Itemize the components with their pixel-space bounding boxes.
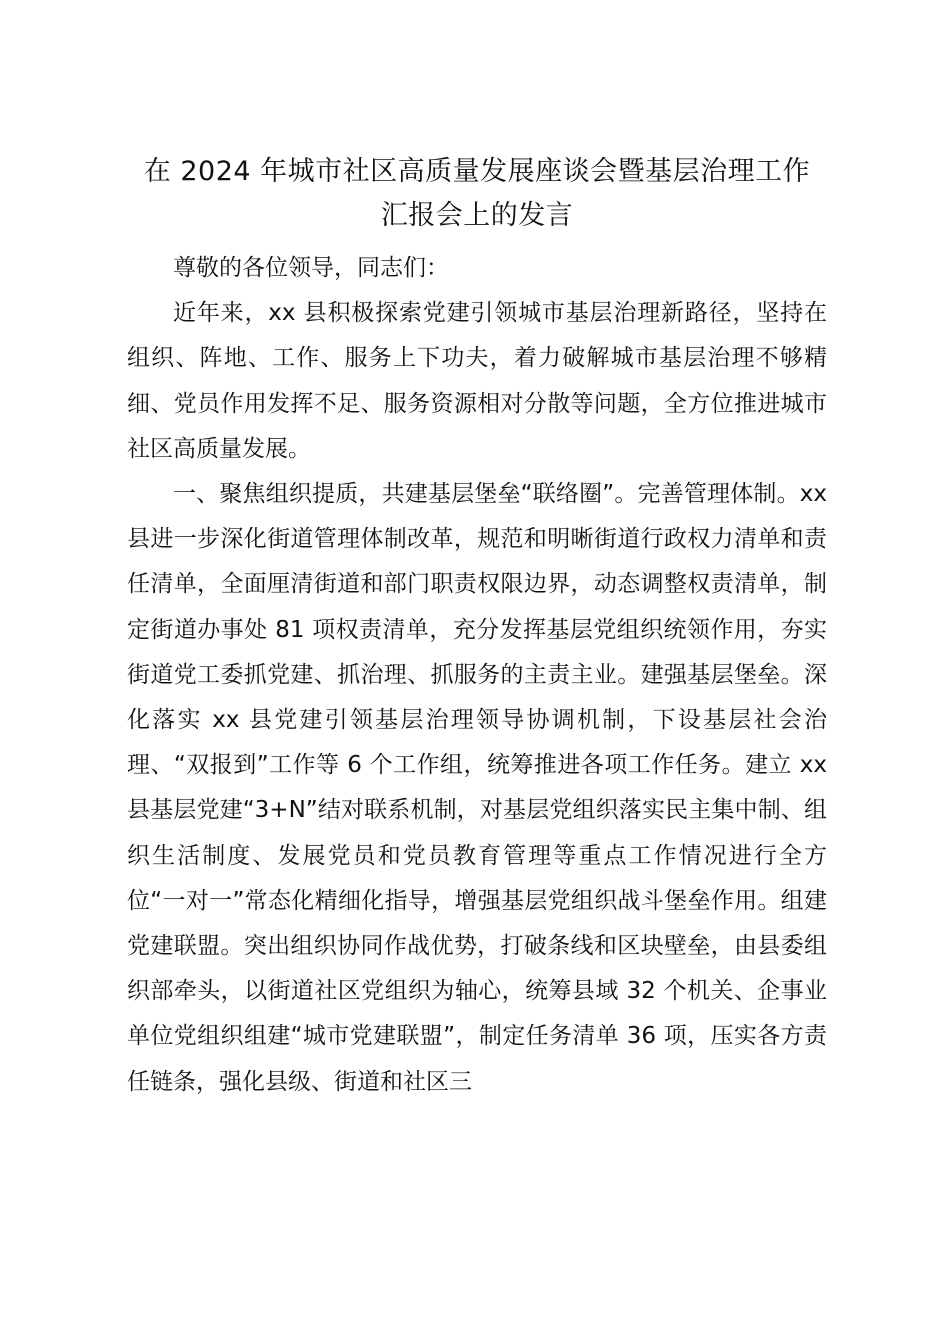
section-one-paragraph: 一、聚焦组织提质，共建基层堡垒“联络圈”。完善管理体制。xx 县进一步深化街道管理体制改革，规范和明晰街道行政权力清单和责任清单，全面厘清街道和部门职责权限边界，动态调整权责清单，制定街道办事处 81 项权责清单，充分发挥基层党组织统领作用，夯实街道党工委抓党建、抓治理、抓服务的主责主业。建强基层堡垒。深化落实 xx 县党建引领基层治理领导协调机制，下设基层社会治理、“双报到”工作等 6 个工作组，统筹推进各项工作任务。建立 xx 县基层党建“3+N”结对联系机制，对基层党组织落实民主集中制、组织生活制度、发展党员和党员教育管理等重点工作情况进行全方位“一对一”常态化精细化指导，增强基层党组织战斗堡垒作用。组建党建联盟。突出组织协同作战优势，打破条线和区块壁垒，由县委组织部牵头，以街道社区党组织为轴心，统筹县域 32 个机关、企事业单位党组织组建“城市党建联盟”，制定任务清单 36 项，压实各方责任链条，强化县级、街道和社区三: [127, 481, 827, 1095]
speech-text: [127, 246, 827, 1105]
title-line-1: 在 2024 年城市社区高质量发展座谈会暨基层治理工作: [143, 156, 811, 187]
title-line-2: 汇报会上的发言: [380, 200, 574, 231]
salutation-paragraph: 尊敬的各位领导，同志们：: [173, 255, 449, 281]
document-body: [127, 150, 827, 1105]
intro-paragraph: 近年来，xx 县积极探索党建引领城市基层治理新路径，坚持在组织、阵地、工作、服务上下功夫，着力破解城市基层治理不够精细、党员作用发挥不足、服务资源相对分散等问题，全方位推进城市社区高质量发展。: [127, 300, 827, 462]
document-title: [127, 150, 827, 238]
